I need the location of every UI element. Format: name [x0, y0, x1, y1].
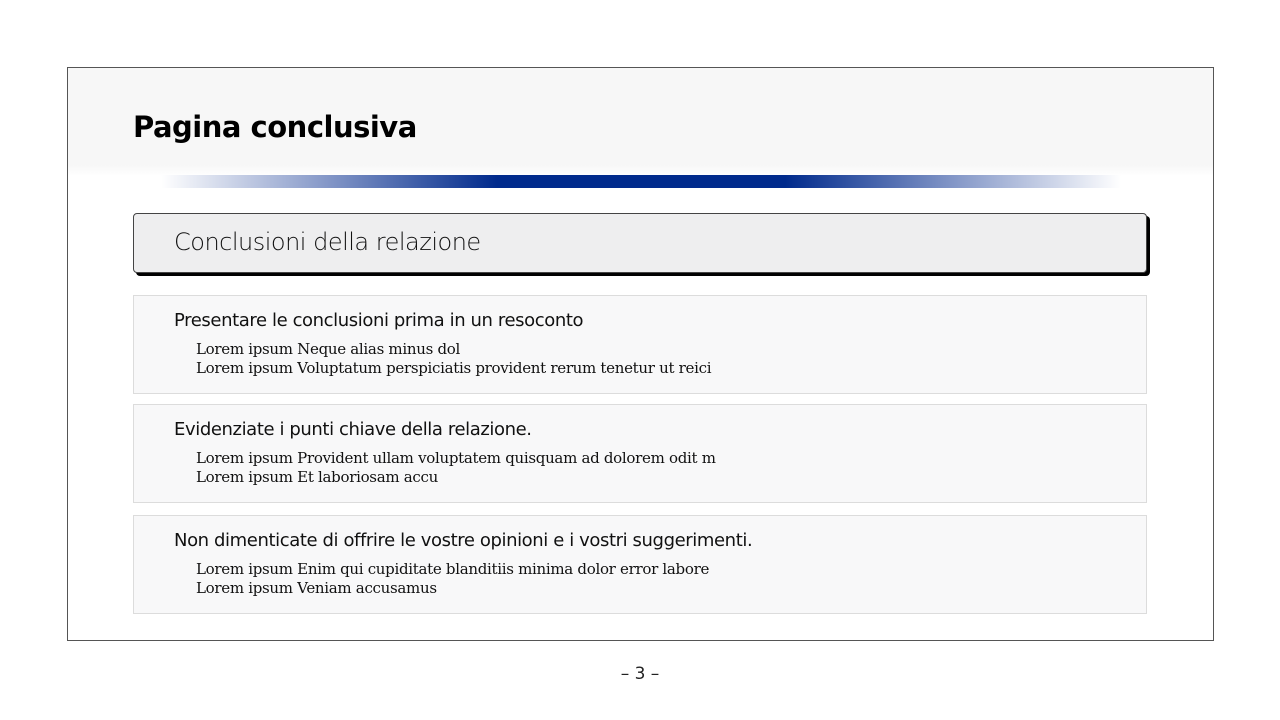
section-title-box: [133, 213, 1147, 273]
item-line: Lorem ipsum Veniam accusamus: [196, 579, 437, 597]
section-title: Conclusioni della relazione: [174, 228, 481, 256]
item-heading: Non dimenticate di offrire le vostre opinioni e i vostri suggerimenti.: [174, 530, 753, 551]
list-item: [133, 515, 1147, 614]
list-item: [133, 404, 1147, 503]
item-line: Lorem ipsum Voluptatum perspiciatis provident rerum tenetur ut reici: [196, 359, 712, 377]
page-number: – 3 –: [620, 664, 660, 684]
list-item: [133, 295, 1147, 394]
item-line: Lorem ipsum Enim qui cupiditate blanditiis minima dolor error labore: [196, 560, 710, 578]
item-line: Lorem ipsum Et laboriosam accu: [196, 468, 438, 486]
accent-gradient-bar: [161, 175, 1121, 188]
item-line: Lorem ipsum Provident ullam voluptatem quisquam ad dolorem odit m: [196, 449, 716, 467]
item-line: Lorem ipsum Neque alias minus dol: [196, 340, 460, 358]
page-title: Pagina conclusiva: [133, 110, 417, 144]
item-heading: Presentare le conclusioni prima in un resoconto: [174, 310, 584, 331]
item-heading: Evidenziate i punti chiave della relazione.: [174, 419, 532, 440]
slide: [67, 67, 1214, 641]
